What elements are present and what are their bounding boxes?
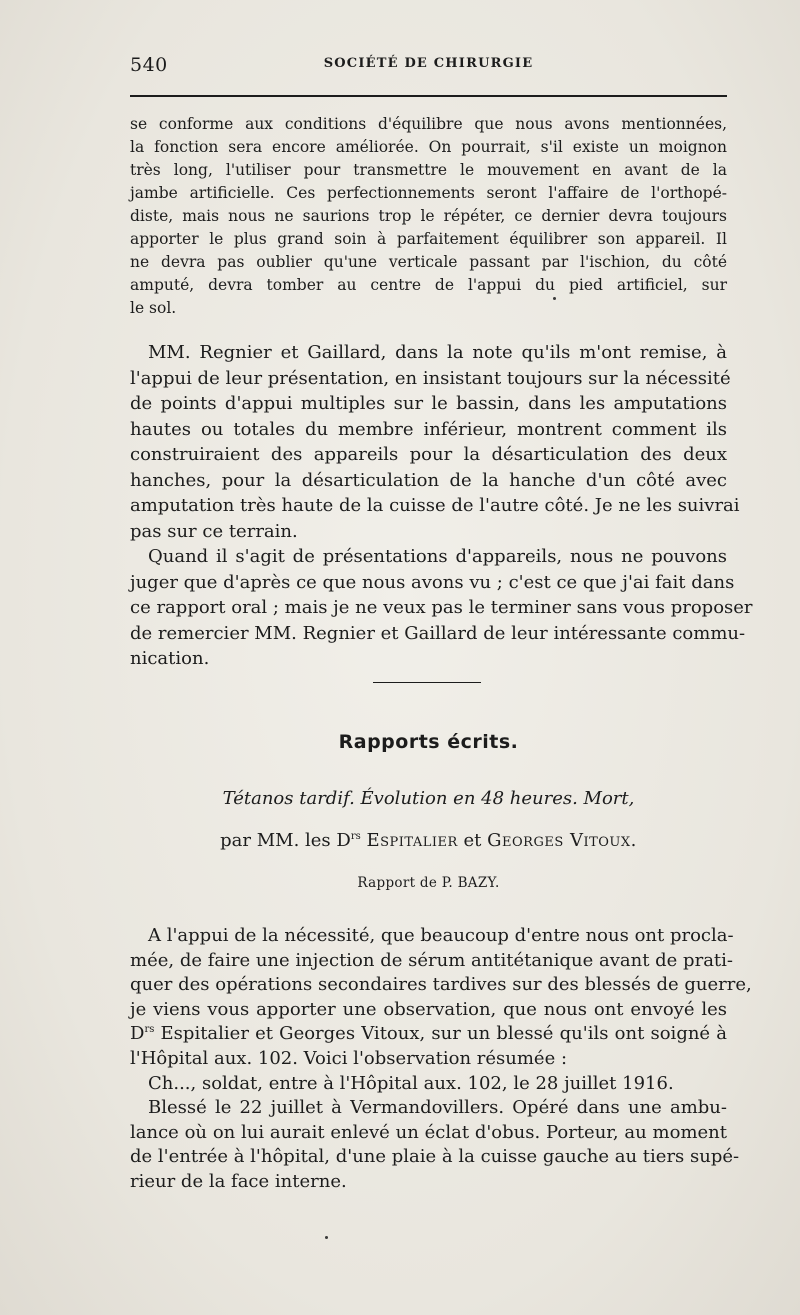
text-line: l'appui de leur présentation, en insistant toujours sur la nécessité (130, 367, 731, 389)
header-rule (130, 95, 727, 97)
article-title: Tétanos tardif. Évolution en 48 heures. Mort, (222, 788, 635, 809)
text-line: A l'appui de la nécessité, que beaucoup d'entre nous ont procla- (148, 925, 734, 946)
text-line: de remercier MM. Regnier et Gaillard de leur intéressante commu- (130, 622, 746, 644)
text-line: hautes ou totales du membre inférieur, montrent comment ils (130, 418, 727, 440)
report-byline: Rapport de P. BAZY. (357, 875, 500, 891)
text-line: juger que d'après ce que nous avons vu ; c'est ce que j'ai fait dans (130, 571, 735, 593)
text-line: de l'entrée à l'hôpital, d'une plaie à la cuisse gauche au tiers supé- (130, 1146, 740, 1168)
text-line: jambe artificielle. Ces perfectionnements seront l'affaire de l'orthopé- (130, 184, 727, 202)
text-line: construiraient des appareils pour la désarticulation des deux (130, 444, 727, 465)
text-line: la fonction sera encore améliorée. On pourrait, s'il existe un moignon (130, 138, 727, 156)
text-line: très long, l'utiliser pour transmettre le mouvement en avant de la (130, 161, 727, 179)
text-line: Ch..., soldat, entre à l'Hôpital aux. 102, le 28 juillet 1916. (148, 1072, 674, 1094)
paragraph-observation (130, 924, 752, 1195)
text-line: pas sur ce terrain. (130, 520, 298, 542)
text-line: diste, mais nous ne saurions trop le répéter, ce dernier devra toujours (130, 207, 727, 225)
article-authors (130, 830, 727, 851)
print-speck (325, 1236, 328, 1239)
author-name: Georges Vitoux. (487, 830, 637, 851)
text-line: MM. Regnier et Gaillard, dans la note qu'ils m'ont remise, à (148, 342, 727, 363)
section-title: Rapports écrits. (338, 731, 519, 753)
text-line: $D^{rs}$ Espitalier et Georges Vitoux, sur un blessé qu'ils ont soigné à (130, 1023, 727, 1045)
text-line: ce rapport oral ; mais je ne veux pas le terminer sans vous proposer (130, 597, 753, 618)
running-head (130, 54, 727, 78)
text-line: quer des opérations secondaires tardives sur des blessés de guerre, (130, 974, 752, 996)
text-line: mée, de faire une injection de sérum antitétanique avant de prati- (130, 949, 733, 971)
author-name: Espitalier (366, 830, 458, 851)
text-line: amputation très haute de la cuisse de l'autre côté. Je ne les suivrai (130, 495, 740, 516)
text-line: je viens vous apporter une observation, que nous ont envoyé les (130, 998, 727, 1020)
text-line: hanches, pour la désarticulation de la hanche d'un côté avec (130, 469, 727, 491)
text-line: Quand il s'agit de présentations d'appareils, nous ne pouvons (148, 546, 727, 567)
page-number: 540 (130, 54, 168, 76)
paragraph-continuation (130, 113, 727, 320)
text-line: l'Hôpital aux. 102. Voici l'observation résumée : (130, 1047, 568, 1069)
authors-conjunction: et (463, 830, 482, 851)
text-line: se conforme aux conditions d'équilibre que nous avons mentionnées, (130, 115, 727, 133)
text-line: amputé, devra tomber au centre de l'appui du pied artificiel, sur (130, 276, 727, 294)
authors-prefix: par MM. les D (220, 830, 351, 851)
paragraph-regnier-gaillard (130, 340, 753, 672)
running-title: SOCIÉTÉ DE CHIRURGIE (323, 56, 534, 71)
text-line: de points d'appui multiples sur le bassin, dans les amputations (130, 393, 727, 414)
text-line: le sol. (130, 299, 177, 317)
text-line: Blessé le 22 juillet à Vermandovillers. Opéré dans une ambu- (148, 1097, 727, 1119)
text-line: lance où on lui aurait enlevé un éclat d'obus. Porteur, au moment (130, 1121, 727, 1143)
section-separator (373, 682, 481, 683)
text-line: nication. (130, 648, 210, 669)
text-line: rieur de la face interne. (130, 1170, 347, 1192)
authors-title-superscript: rs (350, 831, 361, 842)
print-speck (553, 297, 556, 300)
text-line: apporter le plus grand soin à parfaitement équilibrer son appareil. Il (130, 230, 727, 248)
text-line: ne devra pas oublier qu'une verticale passant par l'ischion, du côté (130, 253, 727, 271)
